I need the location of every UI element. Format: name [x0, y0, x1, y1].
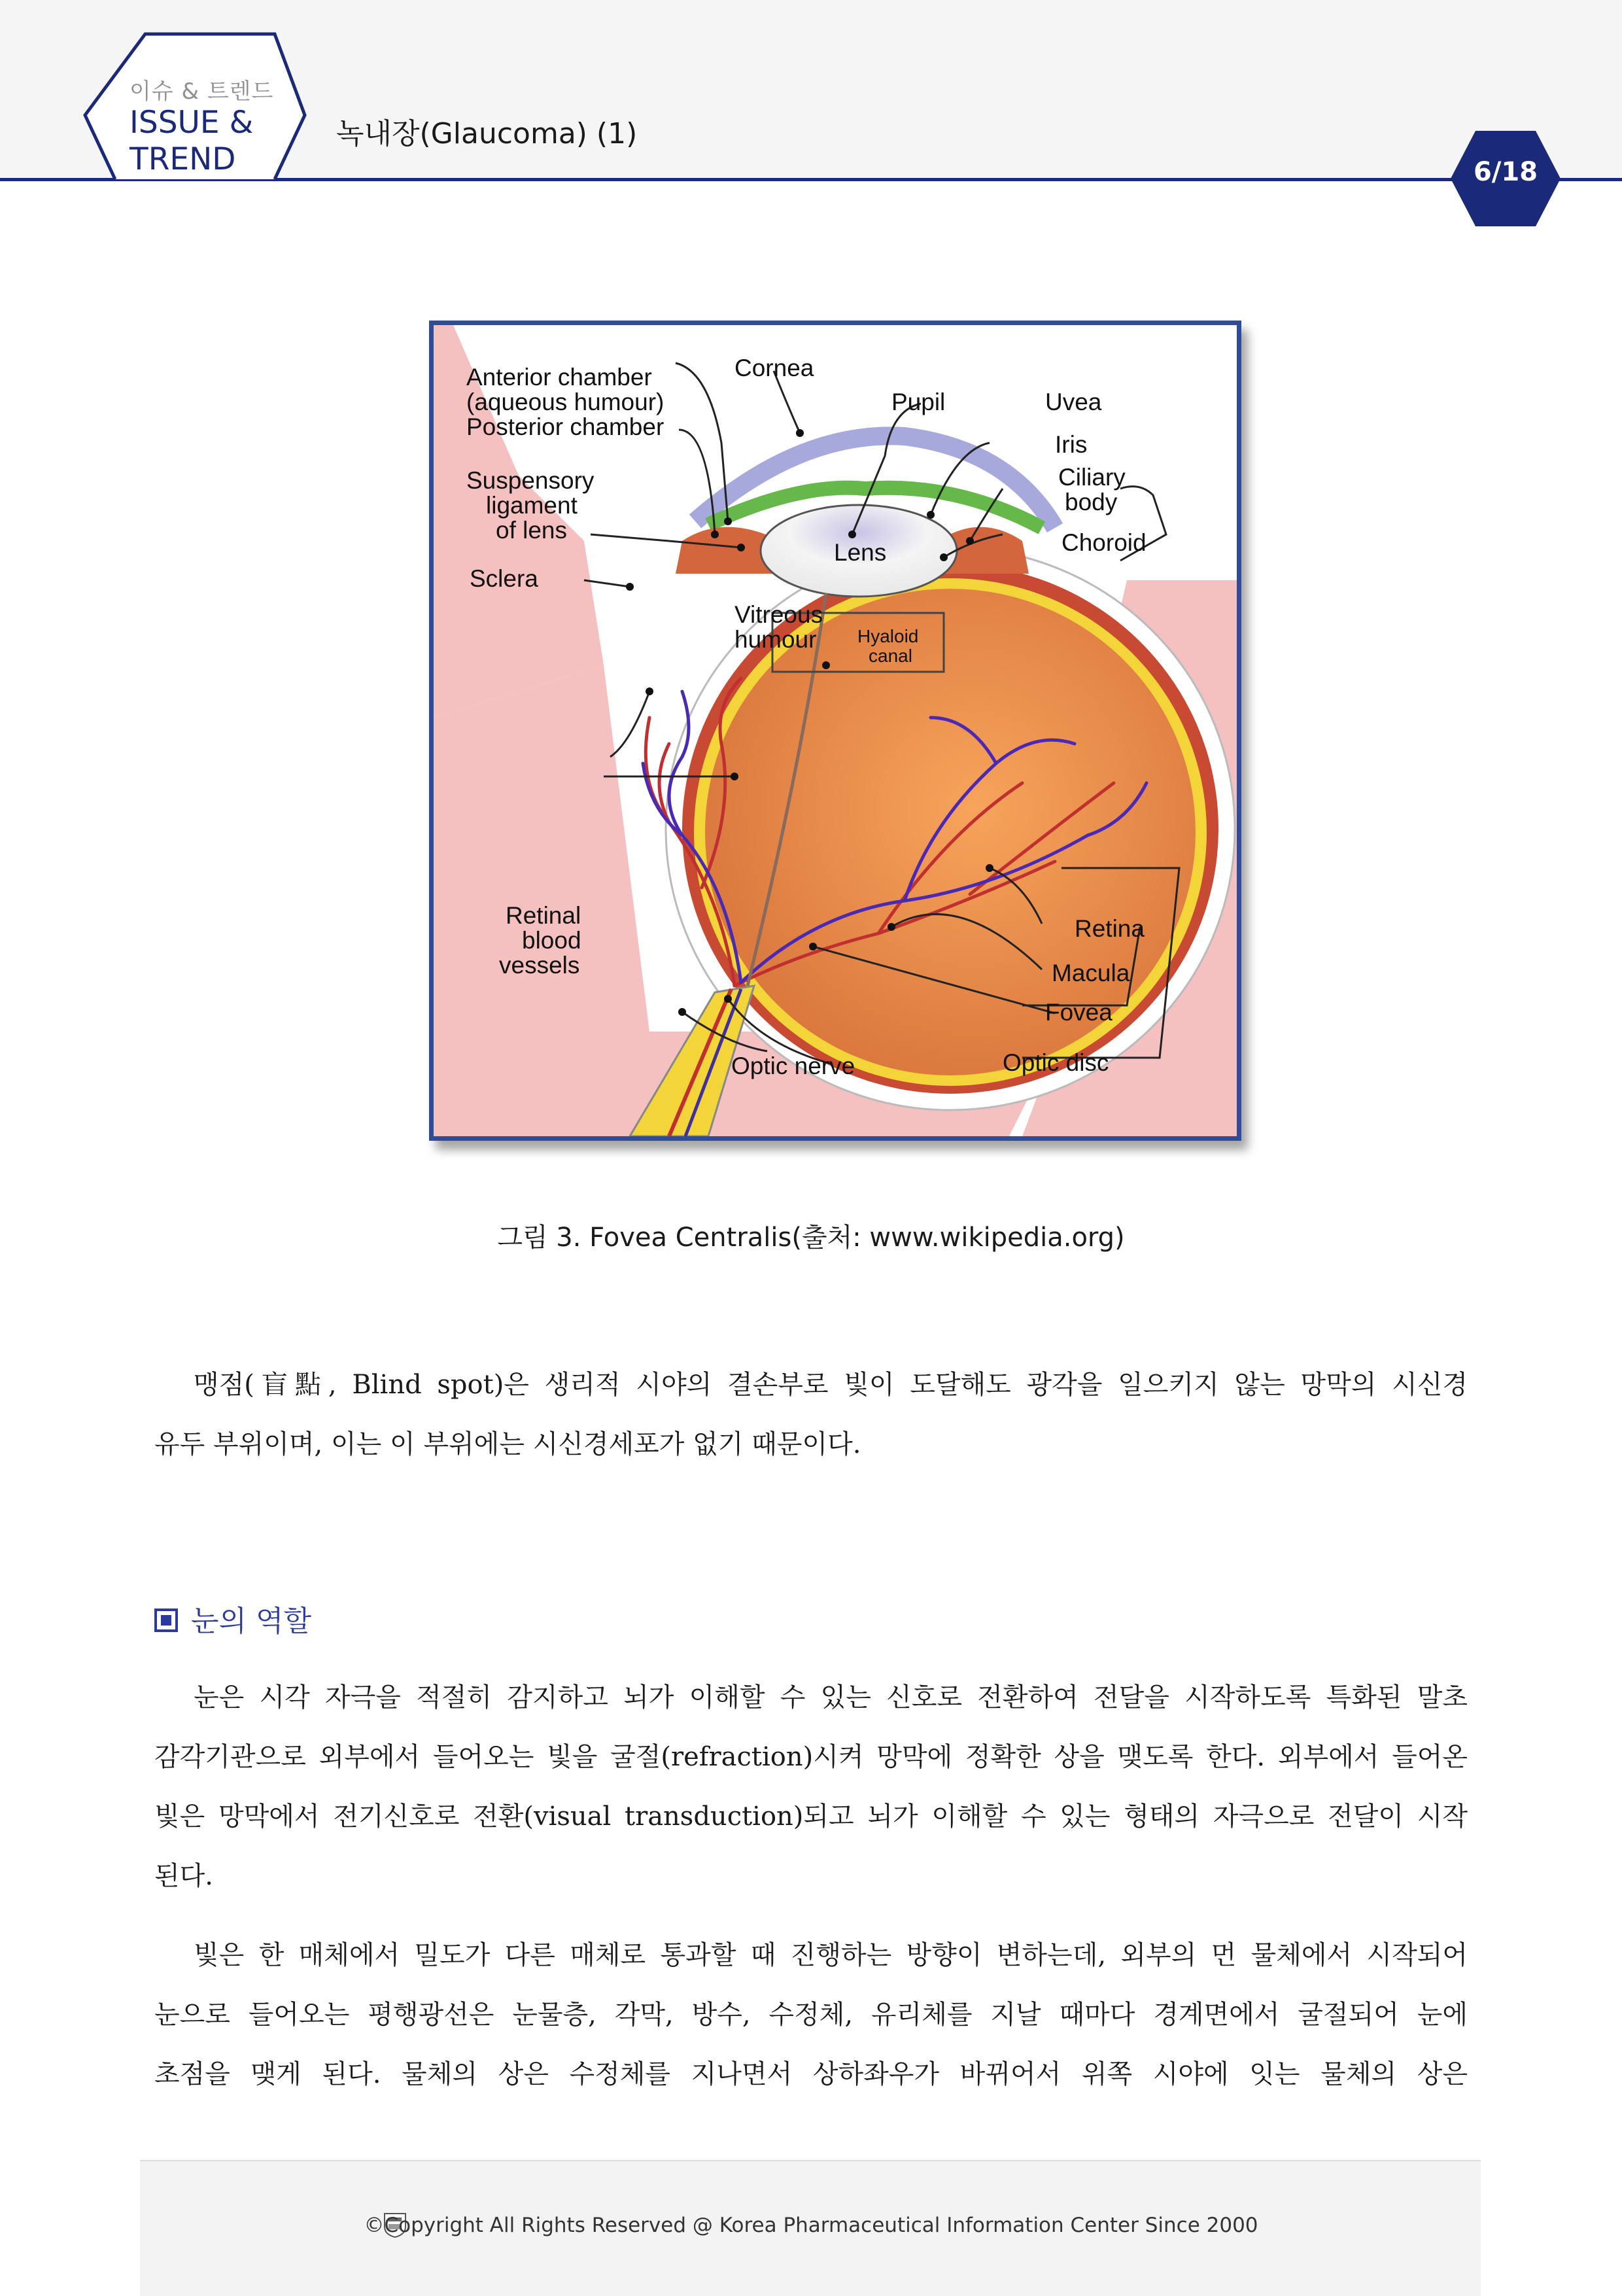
label-posterior: Posterior chamber — [466, 413, 664, 440]
page-number: 6/18 — [1473, 157, 1538, 187]
label-hyaloid-1: Hyaloid — [857, 626, 919, 646]
para1-line1: 맹점(盲點, Blind spot)은 생리적 시야의 결손부로 빛이 도달해도 광각을 일으키지 않는 망막의 시신경 — [194, 1370, 1468, 1400]
label-fovea: Fovea — [1045, 999, 1113, 1026]
label-suspensory-2: ligament — [486, 492, 578, 519]
label-retinal-3: vessels — [499, 952, 580, 979]
label-uvea: Uvea — [1045, 389, 1102, 415]
label-optic-nerve: Optic nerve — [731, 1052, 855, 1079]
label-ciliary-2: body — [1065, 489, 1118, 515]
label-retinal-2: blood — [522, 927, 581, 954]
para1-line2: 유두 부위이며, 이는 이 부위에는 시신경세포가 없기 때문이다. — [154, 1429, 861, 1459]
paragraph-refraction — [154, 1926, 1468, 2104]
badge-line1: ISSUE & — [129, 105, 254, 141]
vitreous-body — [705, 589, 1196, 1075]
label-lens: Lens — [834, 539, 887, 566]
para3-line3: 초점을 맺게 된다. 물체의 상은 수정체를 지나면서 상하좌우가 바뀌어서 위쪽 시야에 잇는 물체의 상은 — [154, 2059, 1468, 2089]
paragraph-blind-spot — [154, 1355, 1468, 1474]
label-choroid: Choroid — [1061, 529, 1147, 556]
para2-line3: 빛은 망막에서 전기신호로 전환(visual transduction)되고 뇌가 이해할 수 있는 형태의 자극으로 전달이 시작 — [154, 1801, 1468, 1832]
label-ciliary-1: Ciliary — [1058, 464, 1126, 491]
label-retina: Retina — [1075, 915, 1145, 942]
label-anterior-1: Anterior chamber — [466, 364, 652, 391]
label-cornea: Cornea — [734, 355, 814, 381]
badge-line2: TREND — [129, 141, 236, 177]
para3-line2: 눈으로 들어오는 평행광선은 눈물층, 각막, 방수, 수정체, 유리체를 지날 때마다 경계면에서 굴절되어 눈에 — [154, 2000, 1468, 2030]
badge-issue-trend — [129, 105, 253, 178]
para3-line1: 빛은 한 매체에서 밀도가 다른 매체로 통과할 때 진행하는 방향이 변하는데, 외부의 먼 물체에서 시작되어 — [194, 1940, 1468, 1970]
label-iris: Iris — [1055, 431, 1088, 458]
label-macula: Macula — [1052, 960, 1130, 986]
para2-line4: 된다. — [154, 1861, 213, 1891]
label-vitreous-2: humour — [734, 626, 817, 653]
label-anterior-2: (aqueous humour) — [466, 389, 664, 415]
eye-anatomy-diagram — [434, 325, 1237, 1136]
label-retinal-1: Retinal — [506, 902, 581, 929]
label-sclera: Sclera — [470, 565, 538, 592]
label-vitreous-1: Vitreous — [734, 601, 823, 628]
figure-caption: 그림 3. Fovea Centralis(출처: www.wikipedia.org) — [497, 1223, 1125, 1253]
paragraph-eye-role — [154, 1668, 1468, 1906]
badge-korean: 이슈 & 트렌드 — [129, 78, 274, 105]
section-heading — [154, 1597, 311, 1639]
para2-line2: 감각기관으로 외부에서 들어오는 빛을 굴절(refraction)시켜 망막에 정확한 상을 맺도록 한다. 외부에서 들어온 — [154, 1742, 1468, 1772]
label-pupil: Pupil — [891, 389, 946, 415]
para2-line1: 눈은 시각 자극을 적절히 감지하고 뇌가 이해할 수 있는 신호로 전환하여 전달을 시작하도록 특화된 말초 — [194, 1682, 1468, 1713]
label-optic-disc: Optic disc — [1003, 1049, 1109, 1076]
eye-diagram-figure — [429, 321, 1241, 1141]
label-suspensory-3: of lens — [496, 517, 568, 544]
square-bullet-icon — [154, 1609, 178, 1632]
footer-copyright: ©Copyright All Rights Reserved @ Korea Pharmaceutical Information Center Since 2000 — [364, 2214, 1258, 2237]
label-suspensory-1: Suspensory — [466, 467, 595, 494]
section-title: 눈의 역할 — [191, 1605, 312, 1638]
doc-title: 녹내장(Glaucoma) (1) — [336, 117, 638, 150]
label-hyaloid-2: canal — [869, 646, 912, 666]
